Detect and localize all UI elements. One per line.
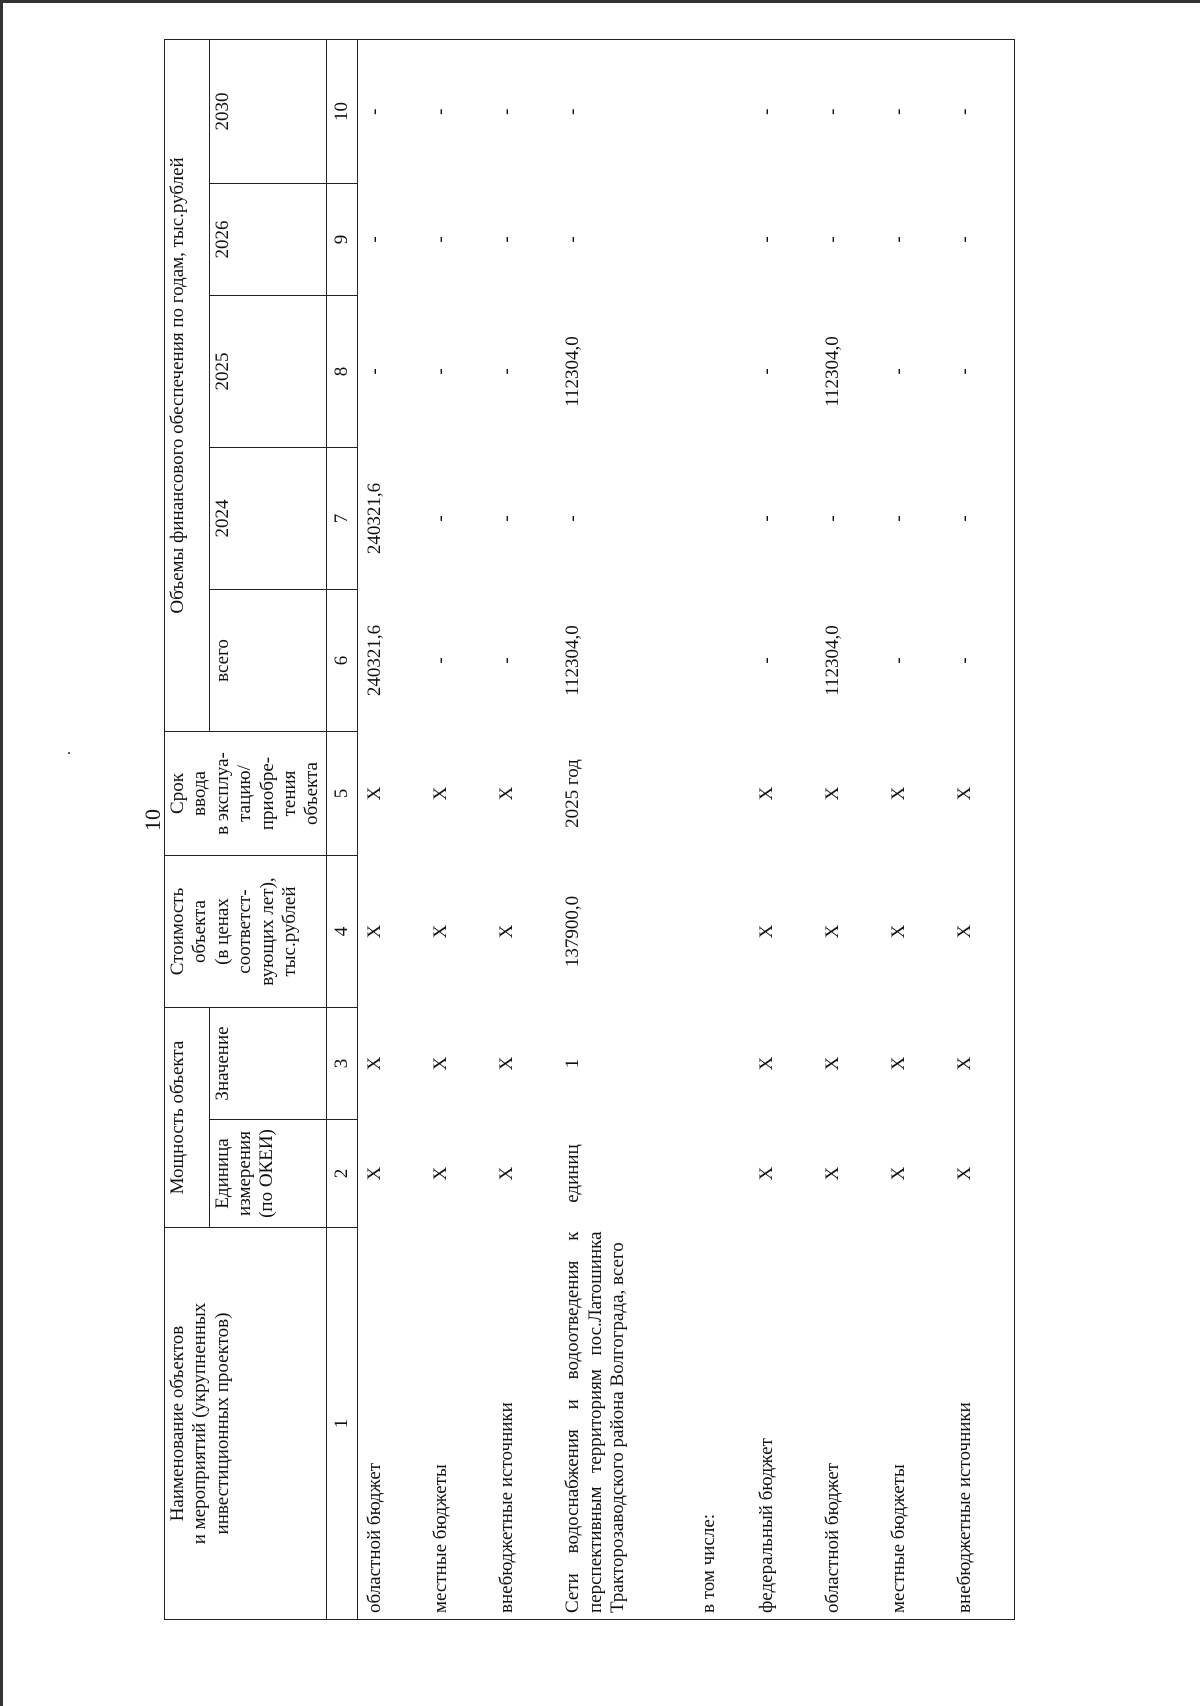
- table-row: [882, 39, 948, 1619]
- header-total: всего: [209, 590, 326, 732]
- table-cell: X: [496, 1166, 518, 1181]
- row-name-cell: областной бюджет: [358, 1228, 425, 1620]
- table-cell: X: [948, 732, 1015, 856]
- table-cell: 112304,0: [562, 625, 584, 696]
- table-cell: -: [948, 184, 1015, 296]
- table-cell: 137900,0: [562, 895, 584, 968]
- table-cell: -: [888, 657, 910, 664]
- table-cell: X: [948, 1120, 1015, 1228]
- table-cell: -: [496, 368, 518, 375]
- table-cell: -: [490, 39, 556, 183]
- table-cell: X: [888, 924, 910, 939]
- header-2030: 2030: [209, 39, 326, 183]
- table-cell: 2025 год: [562, 759, 584, 828]
- row-name-cell: в том числе:: [692, 1228, 750, 1620]
- table-cell: -: [948, 590, 1015, 732]
- table-cell: -: [888, 368, 910, 375]
- header-term: Срок ввода в эксплуа- тацию/ приобре- тения объекта: [165, 732, 327, 856]
- table-cell: 240321,6: [364, 624, 386, 697]
- table-cell: -: [364, 368, 386, 375]
- col-num: 4: [326, 856, 357, 1008]
- table-cell: [692, 296, 750, 448]
- table-cell: [692, 184, 750, 296]
- column-numbers-row: [326, 39, 357, 1619]
- table-cell: X: [756, 1166, 778, 1181]
- table-cell: -: [948, 39, 1015, 183]
- table-cell: X: [888, 1056, 910, 1071]
- table-cell: [692, 856, 750, 1008]
- table-cell: X: [496, 786, 518, 801]
- col-num: 1: [326, 1228, 357, 1620]
- table-cell: -: [424, 39, 490, 183]
- table-row: [948, 39, 1015, 1619]
- table-cell: -: [358, 39, 425, 183]
- table-cell: -: [496, 657, 518, 664]
- col-num: 5: [326, 732, 357, 856]
- header-2025: 2025: [209, 296, 326, 448]
- table-row: [490, 39, 556, 1619]
- header-capacity: Мощность объекта: [165, 1008, 210, 1228]
- header-2026: 2026: [209, 184, 326, 296]
- header-value: Значение: [209, 1008, 326, 1120]
- table-row: [424, 39, 490, 1619]
- table-cell: X: [364, 1166, 386, 1181]
- table-cell: [692, 1008, 750, 1120]
- col-num: 2: [326, 1120, 357, 1228]
- table-cell: X: [822, 924, 844, 939]
- table-body: [358, 39, 1015, 1619]
- table-cell: X: [822, 786, 844, 801]
- table-cell: -: [888, 236, 910, 243]
- table-cell: X: [364, 924, 386, 939]
- table-cell: -: [750, 39, 816, 183]
- table-cell: [692, 590, 750, 732]
- table-cell: -: [882, 39, 948, 183]
- row-name-cell: местные бюджеты: [882, 1228, 948, 1620]
- col-num: 3: [326, 1008, 357, 1120]
- table-cell: X: [948, 1008, 1015, 1120]
- table-cell: -: [756, 236, 778, 243]
- table-cell: -: [364, 236, 386, 243]
- table-row: [358, 39, 425, 1619]
- table-cell: 112304,0: [822, 625, 844, 696]
- table-cell: 112304,0: [562, 336, 584, 407]
- table-cell: X: [948, 856, 1015, 1008]
- row-name-cell: местные бюджеты: [424, 1228, 490, 1620]
- row-name-cell: внебюджетные источники: [490, 1228, 556, 1620]
- table-cell: X: [364, 1056, 386, 1071]
- table-cell: -: [816, 39, 882, 183]
- col-num: 6: [326, 590, 357, 732]
- table-cell: -: [562, 236, 584, 243]
- table-cell: -: [822, 515, 844, 522]
- col-num: 8: [326, 296, 357, 448]
- header-2024: 2024: [209, 448, 326, 590]
- table-cell: -: [888, 515, 910, 522]
- row-name-cell: областной бюджет: [816, 1228, 882, 1620]
- col-num: 7: [326, 448, 357, 590]
- table-cell: -: [756, 515, 778, 522]
- table-cell: -: [822, 236, 844, 243]
- header-unit: Единица измерения (по ОКЕИ): [209, 1120, 326, 1228]
- table-cell: X: [756, 786, 778, 801]
- table-row: [556, 39, 692, 1619]
- table-cell: X: [822, 1056, 844, 1071]
- table-cell: X: [430, 1166, 452, 1181]
- table-cell: X: [756, 924, 778, 939]
- table-cell: -: [556, 39, 692, 183]
- table-cell: -: [948, 296, 1015, 448]
- header-finance: Объемы финансового обеспечения по годам, тыс.рублей: [165, 39, 210, 731]
- table-cell: X: [888, 786, 910, 801]
- table-row: [750, 39, 816, 1619]
- table-cell: -: [756, 657, 778, 664]
- header-cost: Стоимость объекта (в ценах соответст- вующих лет), тыс.рублей: [165, 856, 327, 1008]
- row-name-cell: федеральный бюджет: [750, 1228, 816, 1620]
- table-cell: -: [430, 515, 452, 522]
- table-cell: -: [430, 368, 452, 375]
- table-cell: -: [430, 657, 452, 664]
- scan-edge-left: [0, 0, 3, 1706]
- table-cell: [692, 448, 750, 590]
- table-cell: X: [430, 924, 452, 939]
- table-cell: -: [756, 368, 778, 375]
- table-cell: X: [496, 924, 518, 939]
- table-cell: X: [364, 786, 386, 801]
- table-cell: [692, 39, 750, 183]
- financing-table: [164, 39, 1015, 1620]
- page-number: 10: [140, 809, 165, 831]
- table-cell: -: [430, 236, 452, 243]
- rotated-page: [140, 40, 1140, 1620]
- table-cell: X: [430, 1056, 452, 1071]
- table-cell: X: [430, 786, 452, 801]
- scan-edge-top: [0, 0, 1200, 3]
- table-cell: X: [496, 1056, 518, 1071]
- row-name-cell: внебюджетные источники: [948, 1228, 1015, 1620]
- table-cell: 240321,6: [364, 482, 386, 555]
- table-cell: единиц: [562, 1144, 584, 1203]
- table-cell: X: [822, 1166, 844, 1181]
- table-cell: -: [562, 515, 584, 522]
- table-cell: -: [496, 236, 518, 243]
- table-cell: 1: [562, 1058, 584, 1069]
- table-cell: -: [496, 515, 518, 522]
- col-num: 10: [326, 39, 357, 183]
- col-num: 9: [326, 184, 357, 296]
- table-cell: X: [888, 1166, 910, 1181]
- row-name-cell: Сети водоснабжения и водоотведения к перспективным территориям пос.Латошинка Тракторозаводского района Волгограда, всего: [556, 1228, 692, 1620]
- table-cell: [692, 1120, 750, 1228]
- header-name: Наименование объектов и мероприятий (укрупненных инвестиционных проектов): [165, 1228, 327, 1620]
- table-row: [692, 39, 750, 1619]
- scan-speck: [68, 752, 70, 754]
- table-cell: [692, 732, 750, 856]
- table-cell: 112304,0: [822, 336, 844, 407]
- table-row: [816, 39, 882, 1619]
- table-cell: -: [948, 448, 1015, 590]
- header-row-1: [165, 39, 210, 1619]
- table-cell: X: [756, 1056, 778, 1071]
